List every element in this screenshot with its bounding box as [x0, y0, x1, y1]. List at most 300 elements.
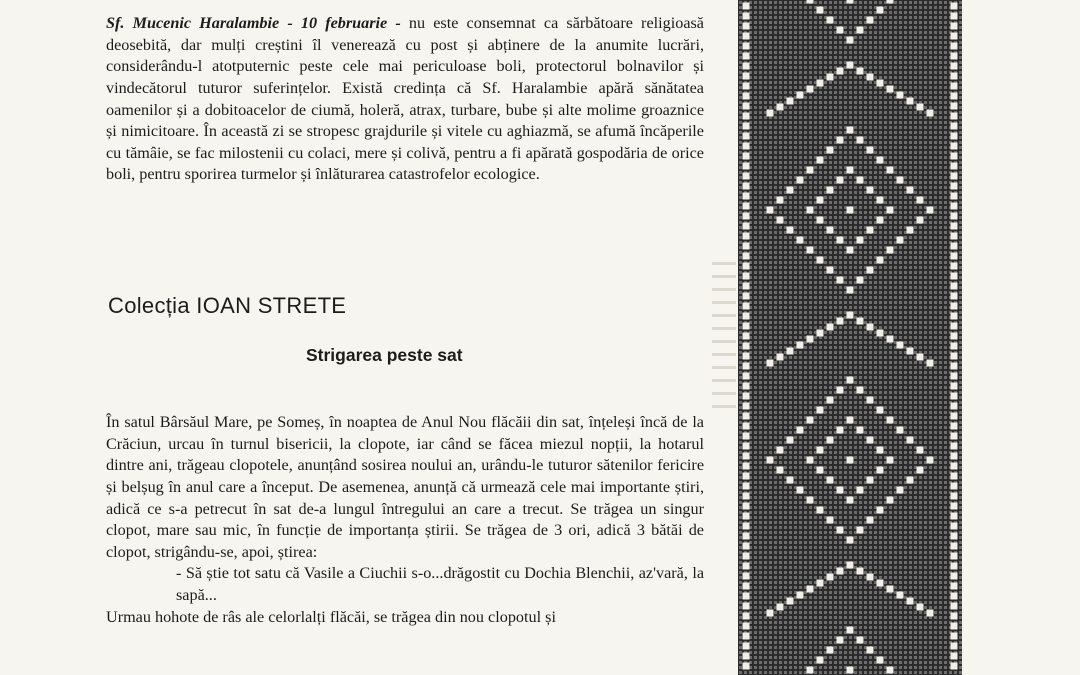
embroidery-cell	[837, 318, 844, 325]
embroidery-cell	[951, 603, 958, 610]
embroidery-cell	[743, 43, 750, 50]
intro-lead: Sf. Mucenic Haralambie - 10 februarie -	[106, 14, 401, 33]
embroidery-cell	[907, 598, 914, 605]
embroidery-cell	[877, 197, 884, 204]
embroidery-cell	[847, 287, 854, 294]
embroidery-cell	[743, 203, 750, 210]
embroidery-cell	[743, 623, 750, 630]
embroidery-cell	[777, 354, 784, 361]
embroidery-cell	[847, 377, 854, 384]
embroidery-cell	[951, 233, 958, 240]
embroidery-cell	[743, 643, 750, 650]
embroidery-cell	[807, 336, 814, 343]
embroidery-cell	[877, 507, 884, 514]
embroidery-cell	[743, 103, 750, 110]
embroidery-cell	[951, 543, 958, 550]
embroidery-cell	[743, 333, 750, 340]
embroidery-cell	[867, 267, 874, 274]
embroidery-cell	[887, 497, 894, 504]
embroidery-cell	[743, 463, 750, 470]
embroidery-cell	[743, 543, 750, 550]
embroidery-cell	[767, 610, 774, 617]
embroidery-cell	[837, 177, 844, 184]
embroidery-cell	[951, 623, 958, 630]
embroidery-cell	[797, 342, 804, 349]
embroidery-cell	[743, 533, 750, 540]
embroidery-cell	[847, 457, 854, 464]
embroidery-cell	[743, 493, 750, 500]
embroidery-cell	[951, 143, 958, 150]
embroidery-cell	[837, 237, 844, 244]
embroidery-cell	[743, 393, 750, 400]
embroidery-cell	[877, 257, 884, 264]
embroidery-cell	[797, 177, 804, 184]
embroidery-cell	[743, 193, 750, 200]
story-quote: - Să știe tot satu că Vasile a Ciuchii s-o...drăgostit cu Dochia Blenchii, az'vară, la sapă...	[176, 564, 704, 604]
embroidery-cell	[743, 443, 750, 450]
embroidery-cell	[743, 113, 750, 120]
embroidery-cell	[743, 343, 750, 350]
embroidery-cell	[887, 86, 894, 93]
bleed-through-text	[712, 252, 736, 552]
embroidery-cell	[847, 62, 854, 69]
embroidery-cell	[817, 330, 824, 337]
embroidery-cell	[951, 273, 958, 280]
embroidery-cell	[743, 403, 750, 410]
embroidery-cell	[867, 574, 874, 581]
embroidery-cell	[951, 513, 958, 520]
embroidery-cell	[857, 637, 864, 644]
embroidery-cell	[787, 477, 794, 484]
embroidery-cell	[927, 207, 934, 214]
embroidery-cell	[827, 147, 834, 154]
embroidery-cell	[837, 137, 844, 144]
embroidery-cell	[827, 477, 834, 484]
embroidery-cell	[817, 217, 824, 224]
embroidery-cell	[951, 473, 958, 480]
embroidery-cell	[917, 354, 924, 361]
embroidery-cell	[827, 267, 834, 274]
embroidery-cell	[951, 3, 958, 10]
embroidery-cell	[951, 33, 958, 40]
embroidery-cell	[847, 667, 854, 674]
embroidery-cell	[743, 223, 750, 230]
embroidery-cell	[887, 207, 894, 214]
embroidery-cell	[817, 257, 824, 264]
embroidery-cell	[927, 110, 934, 117]
embroidery-cell	[847, 247, 854, 254]
embroidery-cell	[887, 457, 894, 464]
section-title: Colecția IOAN STRETE	[108, 293, 347, 318]
embroidery-cell	[787, 187, 794, 194]
embroidery-cell	[877, 580, 884, 587]
embroidery-cell	[827, 647, 834, 654]
embroidery-cell	[857, 177, 864, 184]
embroidery-cell	[951, 313, 958, 320]
embroidery-cell	[907, 227, 914, 234]
embroidery-cell	[743, 473, 750, 480]
embroidery-cell	[847, 167, 854, 174]
embroidery-cell	[867, 517, 874, 524]
embroidery-cell	[847, 417, 854, 424]
embroidery-cell	[951, 363, 958, 370]
embroidery-cell	[817, 657, 824, 664]
embroidery-cell	[867, 17, 874, 24]
embroidery-cell	[857, 427, 864, 434]
embroidery-cell	[951, 213, 958, 220]
intro-body: nu este consemnat ca sărbătoare religioasă deosebită, dar mulți creștini îl venerează cu post și abținere de la anumite lucrări, considerându-l atotputernic peste cele mai periculoase boli, protectorul bolnavilor și vindecătorul tuturor suferințelor. Există credința că Sf. Haralambie apără sănătatea oamenilor și a dobitoacelor de ciumă, holeră, atrax, turbare, bube și alte molime groaznice și nimicitoare. În această zi se stropesc grajdurile și vitele cu aghiazmă, se afumă încăperile cu tămâie, se fac milostenii cu colaci, mere și colivă, pentru a fi apărată gospodăria de orice boli, pentru sporirea turmelor și înlăturarea catastrofelor ecologice.	[106, 14, 704, 184]
embroidery-cell	[837, 568, 844, 575]
embroidery-cell	[951, 183, 958, 190]
embroidery-cell	[767, 457, 774, 464]
embroidery-cell	[951, 663, 958, 670]
embroidery-cell	[827, 227, 834, 234]
embroidery-cell	[951, 573, 958, 580]
embroidery-cell	[951, 333, 958, 340]
embroidery-cell	[743, 243, 750, 250]
embroidery-cell	[837, 427, 844, 434]
embroidery-cell	[951, 453, 958, 460]
embroidery-cell	[877, 407, 884, 414]
embroidery-cell	[951, 523, 958, 530]
embroidery-cell	[743, 503, 750, 510]
embroidery-cell	[807, 167, 814, 174]
embroidery-cell	[743, 413, 750, 420]
embroidery-cell	[867, 324, 874, 331]
embroidery-cell	[797, 427, 804, 434]
embroidery-cell	[743, 383, 750, 390]
embroidery-cell	[807, 417, 814, 424]
embroidery-cell	[927, 360, 934, 367]
embroidery-cell	[743, 123, 750, 130]
embroidery-cell	[951, 253, 958, 260]
embroidery-cell	[951, 293, 958, 300]
embroidery-cell	[887, 417, 894, 424]
embroidery-cell	[787, 98, 794, 105]
embroidery-cell	[777, 447, 784, 454]
embroidery-cell	[951, 613, 958, 620]
embroidery-cell	[917, 197, 924, 204]
embroidery-cell	[951, 633, 958, 640]
embroidery-cell	[951, 583, 958, 590]
embroidery-cell	[951, 653, 958, 660]
embroidery-cell	[743, 163, 750, 170]
embroidery-cell	[857, 568, 864, 575]
embroidery-cell	[743, 283, 750, 290]
embroidery-cell	[767, 360, 774, 367]
embroidery-cell	[907, 98, 914, 105]
embroidery-cell	[951, 383, 958, 390]
embroidery-cell	[951, 643, 958, 650]
embroidery-cell	[807, 0, 814, 4]
embroidery-cell	[817, 7, 824, 14]
embroidery-cell	[743, 523, 750, 530]
embroidery-cell	[817, 507, 824, 514]
embroidery-cell	[857, 527, 864, 534]
embroidery-cell	[951, 63, 958, 70]
embroidery-cell	[867, 74, 874, 81]
embroidery-cell	[817, 447, 824, 454]
embroidery-cell	[787, 348, 794, 355]
embroidery-cell	[743, 663, 750, 670]
embroidery-cell	[867, 647, 874, 654]
embroidery-cell	[951, 153, 958, 160]
embroidery-cell	[743, 363, 750, 370]
embroidery-cell	[847, 627, 854, 634]
embroidery-cell	[857, 277, 864, 284]
embroidery-cell	[743, 273, 750, 280]
embroidery-cell	[743, 23, 750, 30]
embroidery-cell	[951, 243, 958, 250]
embroidery-cell	[847, 497, 854, 504]
embroidery-cell	[743, 293, 750, 300]
embroidery-cell	[951, 493, 958, 500]
embroidery-cell	[877, 657, 884, 664]
embroidery-cell	[951, 393, 958, 400]
embroidery-cell	[951, 403, 958, 410]
embroidery-cell	[743, 233, 750, 240]
embroidery-cell	[743, 73, 750, 80]
embroidery-cell	[743, 93, 750, 100]
embroidery-cell	[743, 603, 750, 610]
embroidery-cell	[927, 457, 934, 464]
embroidery-cell	[867, 187, 874, 194]
embroidery-cell	[827, 17, 834, 24]
embroidery-cell	[877, 330, 884, 337]
embroidery-cell	[917, 604, 924, 611]
intro-paragraph	[106, 13, 704, 186]
embroidery-cell	[743, 253, 750, 260]
embroidery-cell	[951, 373, 958, 380]
embroidery-cell	[837, 487, 844, 494]
embroidery-cell	[887, 586, 894, 593]
embroidery-cell	[847, 127, 854, 134]
embroidery-cell	[857, 387, 864, 394]
embroidery-cell	[743, 153, 750, 160]
embroidery-pattern	[738, 0, 962, 675]
embroidery-cell	[743, 513, 750, 520]
embroidery-cell	[951, 303, 958, 310]
embroidery-cell	[847, 207, 854, 214]
embroidery-cell	[743, 433, 750, 440]
embroidery-cell	[951, 23, 958, 30]
embroidery-cell	[827, 574, 834, 581]
embroidery-cell	[743, 313, 750, 320]
embroidery-cell	[743, 453, 750, 460]
story-paragraph	[106, 412, 704, 628]
embroidery-cell	[807, 86, 814, 93]
embroidery-cell	[887, 336, 894, 343]
embroidery-cell	[817, 580, 824, 587]
embroidery-cell	[951, 423, 958, 430]
embroidery-cell	[857, 237, 864, 244]
embroidery-cell	[827, 517, 834, 524]
embroidery-cell	[951, 203, 958, 210]
embroidery-cell	[797, 92, 804, 99]
embroidery-cell	[951, 533, 958, 540]
embroidery-cell	[897, 177, 904, 184]
embroidery-cell	[887, 167, 894, 174]
embroidery-cell	[807, 207, 814, 214]
embroidery-cell	[897, 487, 904, 494]
embroidery-cell	[951, 593, 958, 600]
embroidery-cell	[807, 457, 814, 464]
embroidery-cell	[743, 63, 750, 70]
embroidery-cell	[877, 7, 884, 14]
embroidery-cell	[743, 173, 750, 180]
embroidery-cell	[787, 227, 794, 234]
embroidery-cell	[951, 93, 958, 100]
embroidery-cell	[951, 123, 958, 130]
embroidery-cell	[743, 423, 750, 430]
embroidery-cell	[907, 187, 914, 194]
story-body: În satul Bârsăul Mare, pe Someș, în noaptea de Anul Nou flăcăii din sat, înțeleși încă de la Crăciun, urcau în turnul bisericii, la clopote, iar când se făcea miezul nopții, la hotarul dintre ani, trăgeau clopotele, anunțând sosirea noului an, urându-le tuturor sătenilor fericire și belșug în anul care a început. De asemenea, anunță că urmează cele mai importante știri, adică ce s-a petrecut în sat de-a lungul întregului an care a trecut. Se trăgea un singur clopot, mare sau mic, în funcție de importanța știrii. Se trăgea de 3 ori, adică 3 bătăi de clopot, strigându-se, apoi, știrea:	[106, 413, 704, 561]
embroidery-cell	[787, 437, 794, 444]
embroidery-cell	[847, 562, 854, 569]
embroidery-cell	[887, 247, 894, 254]
embroidery-cell	[887, 667, 894, 674]
embroidery-cell	[743, 13, 750, 20]
embroidery-cell	[743, 483, 750, 490]
embroidery-cell	[743, 133, 750, 140]
embroidery-cell	[743, 3, 750, 10]
embroidery-cell	[951, 443, 958, 450]
embroidery-cell	[857, 27, 864, 34]
embroidery-cell	[951, 343, 958, 350]
embroidery-cell	[807, 667, 814, 674]
embroidery-cell	[907, 437, 914, 444]
embroidery-cell	[797, 237, 804, 244]
embroidery-cell	[951, 163, 958, 170]
embroidery-cell	[847, 0, 854, 4]
embroidery-cell	[867, 227, 874, 234]
embroidery-cell	[743, 593, 750, 600]
embroidery-cell	[743, 323, 750, 330]
embroidery-cell	[951, 53, 958, 60]
embroidery-cell	[847, 537, 854, 544]
embroidery-cell	[743, 263, 750, 270]
embroidery-cell	[743, 33, 750, 40]
embroidery-cell	[917, 447, 924, 454]
embroidery-cell	[951, 43, 958, 50]
embroidery-cell	[817, 80, 824, 87]
embroidery-cell	[743, 143, 750, 150]
embroidery-cell	[857, 68, 864, 75]
embroidery-cell	[877, 217, 884, 224]
embroidery-cell	[743, 573, 750, 580]
embroidery-cell	[743, 303, 750, 310]
embroidery-cell	[857, 137, 864, 144]
embroidery-cell	[743, 183, 750, 190]
embroidery-cell	[777, 604, 784, 611]
embroidery-cell	[837, 387, 844, 394]
embroidery-cell	[867, 147, 874, 154]
embroidery-cell	[743, 653, 750, 660]
story-after: Urmau hohote de râs ale celorlalți flăcăi, se trăgea din nou clopotul și	[106, 607, 556, 626]
embroidery-cell	[951, 73, 958, 80]
embroidery-cell	[917, 104, 924, 111]
embroidery-cell	[951, 323, 958, 330]
embroidery-cell	[817, 197, 824, 204]
embroidery-cell	[787, 598, 794, 605]
embroidery-cell	[867, 397, 874, 404]
embroidery-cell	[951, 503, 958, 510]
embroidery-cell	[951, 13, 958, 20]
embroidery-cell	[907, 477, 914, 484]
embroidery-cell	[897, 237, 904, 244]
embroidery-cell	[743, 613, 750, 620]
story-title: Strigarea peste sat	[306, 345, 463, 365]
embroidery-cell	[817, 157, 824, 164]
embroidery-cell	[817, 407, 824, 414]
embroidery-cell	[777, 467, 784, 474]
embroidery-cell	[777, 197, 784, 204]
embroidery-cell	[837, 637, 844, 644]
embroidery-cell	[897, 342, 904, 349]
embroidery-cell	[951, 193, 958, 200]
embroidery-cell	[951, 553, 958, 560]
embroidery-cell	[743, 633, 750, 640]
embroidery-cell	[897, 427, 904, 434]
embroidery-cell	[743, 353, 750, 360]
embroidery-cell	[743, 563, 750, 570]
embroidery-cell	[951, 103, 958, 110]
embroidery-cell	[797, 592, 804, 599]
embroidery-cell	[951, 263, 958, 270]
embroidery-cell	[951, 133, 958, 140]
embroidery-cell	[867, 477, 874, 484]
embroidery-cell	[951, 563, 958, 570]
embroidery-cell	[857, 318, 864, 325]
embroidery-cell	[743, 373, 750, 380]
embroidery-cell	[777, 104, 784, 111]
embroidery-cell	[951, 113, 958, 120]
embroidery-cell	[767, 110, 774, 117]
embroidery-cell	[951, 483, 958, 490]
embroidery-cell	[743, 213, 750, 220]
embroidery-cell	[951, 173, 958, 180]
embroidery-cell	[827, 324, 834, 331]
embroidery-cell	[877, 80, 884, 87]
embroidery-cell	[857, 487, 864, 494]
embroidery-cell	[951, 353, 958, 360]
embroidery-cell	[951, 283, 958, 290]
embroidery-cell	[797, 487, 804, 494]
embroidery-cell	[847, 312, 854, 319]
embroidery-cell	[837, 68, 844, 75]
embroidery-cell	[807, 497, 814, 504]
embroidery-cell	[951, 223, 958, 230]
embroidery-cell	[743, 53, 750, 60]
embroidery-cell	[827, 437, 834, 444]
embroidery-cell	[837, 277, 844, 284]
embroidery-cell	[877, 447, 884, 454]
embroidery-cell	[951, 413, 958, 420]
embroidery-cell	[847, 37, 854, 44]
embroidery-cell	[743, 583, 750, 590]
embroidery-cell	[827, 187, 834, 194]
embroidery-cell	[827, 397, 834, 404]
embroidery-cell	[907, 348, 914, 355]
embroidery-cell	[951, 463, 958, 470]
embroidery-cell	[807, 586, 814, 593]
embroidery-cell	[897, 92, 904, 99]
embroidery-cell	[951, 433, 958, 440]
embroidery-cell	[917, 217, 924, 224]
embroidery-cell	[867, 437, 874, 444]
embroidery-cell	[817, 467, 824, 474]
embroidery-cell	[951, 83, 958, 90]
